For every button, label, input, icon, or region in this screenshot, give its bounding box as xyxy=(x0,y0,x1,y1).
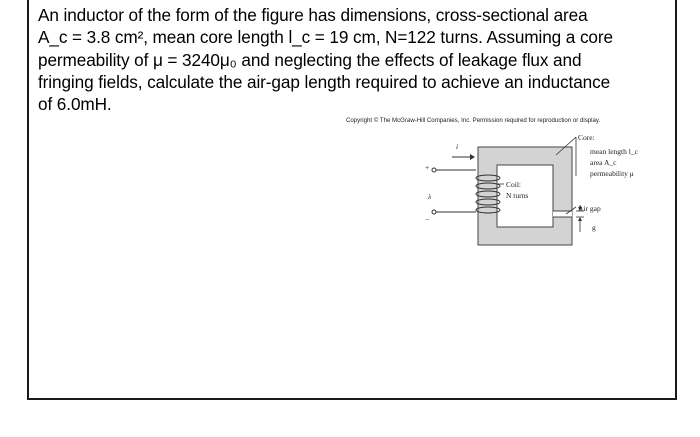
problem-line-5: of 6.0mH. xyxy=(38,94,112,115)
terminal-minus xyxy=(432,210,436,214)
coil-label: Coil: xyxy=(506,180,522,189)
gap-length-label: g xyxy=(592,223,596,232)
mean-length-label: mean length l_c xyxy=(590,147,638,156)
plus-terminal-label: + xyxy=(425,163,430,172)
terminal-plus xyxy=(432,168,436,172)
problem-line-4: fringing fields, calculate the air-gap length required to achieve an inductance xyxy=(38,71,611,92)
flux-linkage-label: λ xyxy=(428,192,432,201)
figure-copyright: Copyright © The McGraw-Hill Companies, Inc. Permission required for reproduction or display. xyxy=(346,117,601,124)
problem-line-3: permeability of μ = 3240μ₀ and neglecting the effects of leakage flux and xyxy=(38,49,582,70)
permeability-label: permeability μ xyxy=(590,169,634,178)
minus-terminal-label: − xyxy=(425,215,430,224)
area-label: area A_c xyxy=(590,158,617,167)
problem-line-1: An inductor of the form of the figure has dimensions, cross-sectional area xyxy=(38,5,588,25)
problem-line-2: A_c = 3.8 cm², mean core length l_c = 19 cm, N=122 turns. Assuming a core xyxy=(38,27,613,48)
core-label: Core: xyxy=(578,133,595,142)
current-label: i xyxy=(456,142,459,151)
n-turns-label: N turns xyxy=(506,191,529,200)
air-gap-label: Air gap xyxy=(578,204,601,213)
